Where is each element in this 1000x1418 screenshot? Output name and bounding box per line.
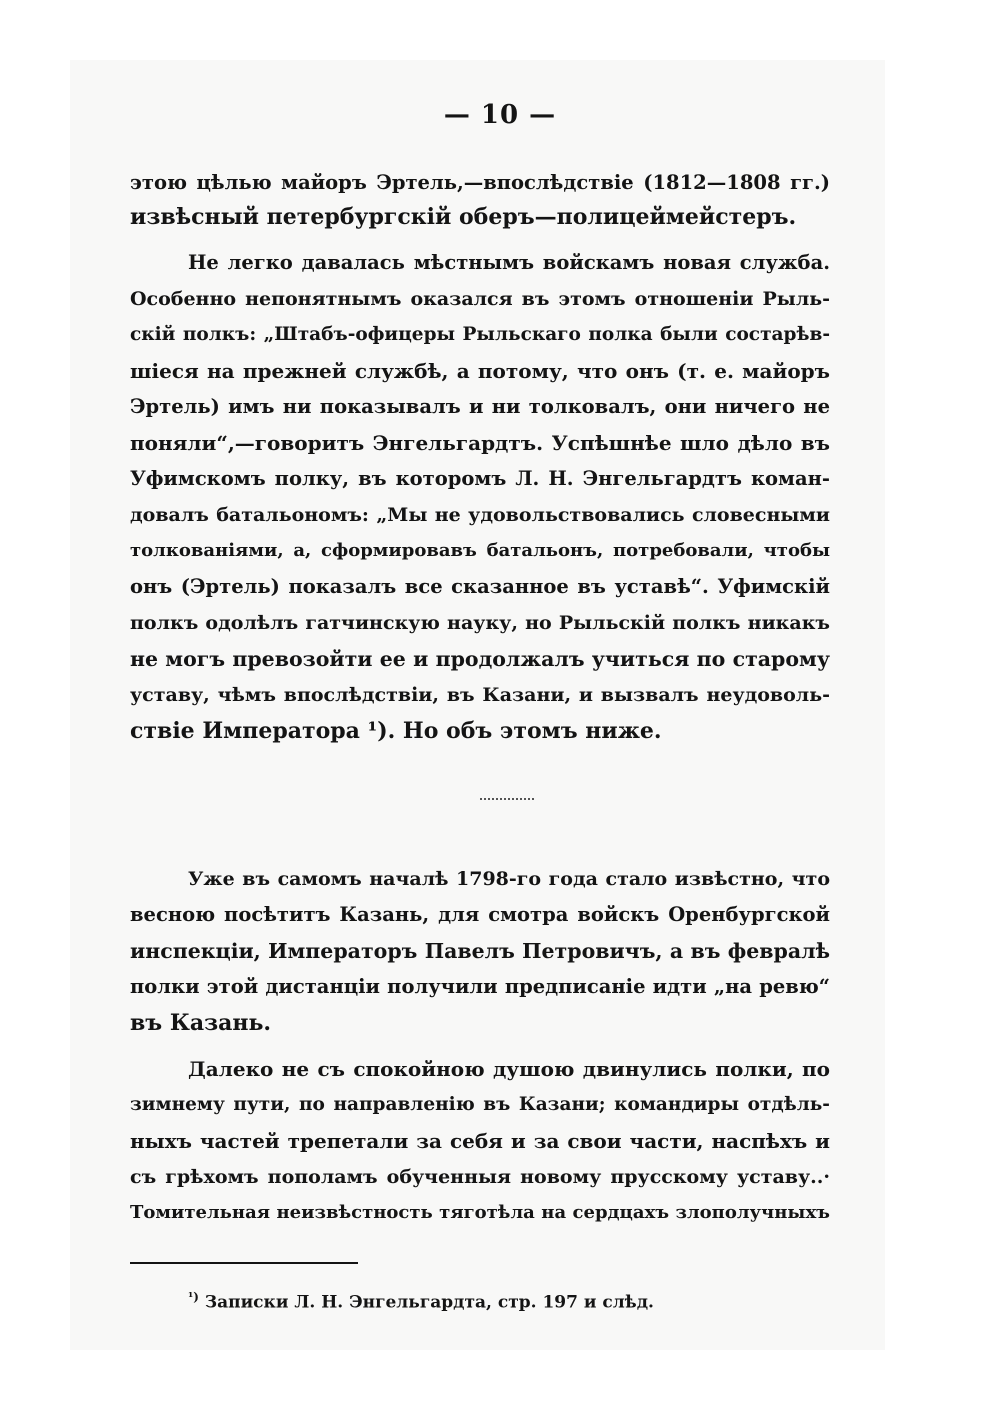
text-line: полкъ одолѣлъ гатчинскую науку, но Рыльскій полкъ никакъ [130, 612, 830, 634]
text-line: зимнему пути, по направленію въ Казани; командиры отдѣль- [130, 1094, 830, 1115]
text-line: уставу, чѣмъ впослѣдствіи, въ Казани, и вызвалъ неудоволь- [130, 684, 830, 706]
page-number: — 10 — [443, 100, 557, 130]
section-separator [480, 798, 534, 800]
text-line: ствіе Императора ¹). Но объ этомъ ниже. [130, 718, 662, 744]
text-line: ныхъ частей трепетали за себя и за свои части, наспѣхъ и [130, 1129, 830, 1153]
footnote-text: Записки Л. Н. Энгельгардта, стр. 197 и слѣд. [204, 1292, 654, 1313]
text-line: Уже въ самомъ началѣ 1798-го года стало извѣстно, что [188, 868, 830, 890]
footnote [188, 1290, 654, 1313]
footnote-marker: ¹) [188, 1290, 199, 1304]
text-line: весною посѣтитъ Казань, для смотра войскъ Оренбургской [130, 903, 830, 926]
footnote-rule [130, 1262, 358, 1264]
text-line: Не легко давалась мѣстнымъ войскамъ новая служба. [188, 251, 830, 274]
text-line: Далеко не съ спокойною душою двинулись полки, по [188, 1057, 830, 1081]
text-line: въ Казань. [130, 1010, 272, 1036]
text-line: Уфимскомъ полку, въ которомъ Л. Н. Энгельгардтъ коман- [130, 467, 830, 490]
text-line: толкованіями, а, сформировавъ батальонъ, потребовали, чтобы [130, 540, 830, 561]
text-line: шіеся на прежней службѣ, а потому, что онъ (т. е. майоръ [130, 359, 830, 383]
text-line: извѣсный петербургскій оберъ—полицеймейстеръ. [130, 204, 797, 230]
text-line: Томительная неизвѣстность тяготѣла на сердцахъ злополучныхъ [130, 1202, 830, 1223]
text-line: съ грѣхомъ пополамъ обученныя новому прусскому уставу..· [130, 1166, 830, 1188]
text-line: не могъ превозойти ее и продолжалъ учиться по старому [130, 647, 830, 671]
text-line: полки этой дистанціи получили предписаніе идти „на ревю“ [130, 975, 830, 998]
text-line: поняли“,—говоритъ Энгельгардтъ. Успѣшнѣе шло дѣло въ [130, 431, 830, 455]
text-line: онъ (Эртель) показалъ все сказанное въ уставѣ“. Уфимскій [130, 575, 830, 598]
text-line: Эртель) имъ ни показывалъ и ни толковалъ, они ничего не [130, 395, 830, 418]
text-line: инспекціи, Императоръ Павелъ Петровичъ, а въ февралѣ [130, 939, 830, 963]
text-line: Особенно непонятнымъ оказался въ этомъ отношеніи Рыль- [130, 288, 830, 310]
text-line: довалъ батальономъ: „Мы не удовольствовались словесными [130, 504, 830, 526]
text-line: скій полкъ: „Штабъ-офицеры Рыльскаго полка были состарѣв- [130, 324, 830, 345]
text-line: этою цѣлью майоръ Эртель,—впослѣдствіе (1812—1808 гг.) [130, 171, 830, 194]
